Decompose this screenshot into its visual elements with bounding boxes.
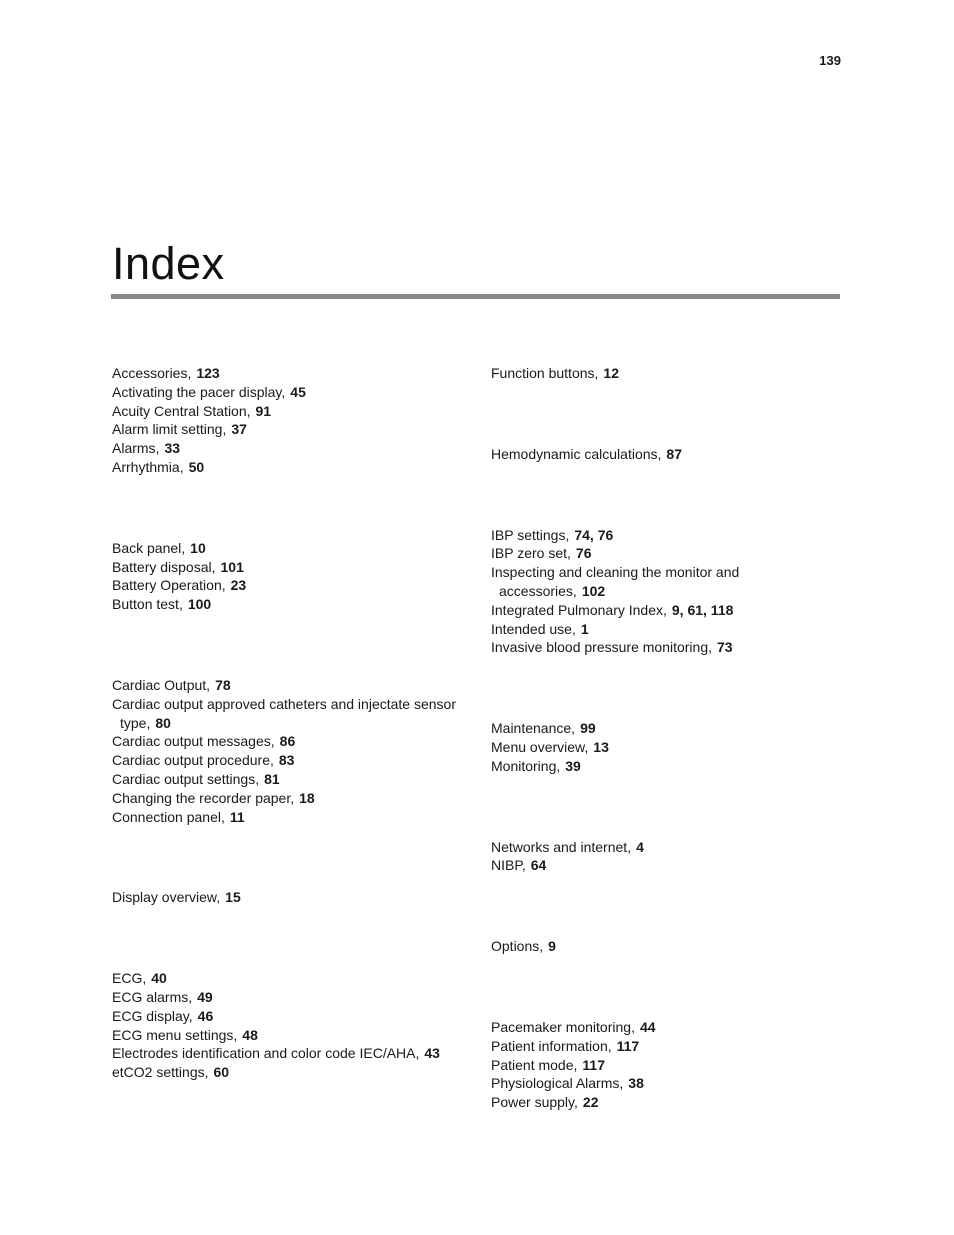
index-entry: Cardiac output approved catheters and injectate sensor type, 80 [112,695,456,731]
index-entry: etCO2 settings, 60 [112,1064,230,1081]
index-entry: Cardiac Output, 78 [112,676,231,693]
index-term: IBP settings [491,526,566,543]
index-page-ref[interactable]: 9, 61, 118 [671,601,734,618]
index-page-ref[interactable]: 91 [255,402,272,419]
index-term: Function buttons [491,365,595,381]
index-entry: Activating the pacer display, 45 [112,383,306,400]
index-term: Cardiac output procedure [112,752,270,769]
index-page-ref[interactable]: 4 [636,838,644,855]
index-entry: Invasive blood pressure monitoring, 73 [491,639,733,656]
index-term: Power supply [491,1094,575,1111]
index-entry: ECG alarms, 49 [112,988,213,1005]
index-term: Intended use [491,620,572,637]
index-page-ref[interactable]: 22 [582,1094,599,1111]
index-entry: IBP zero set, 76 [491,545,592,562]
index-term: Cardiac output settings [112,770,256,787]
index-column-right [491,364,761,1112]
index-term: ECG menu settings [112,1026,234,1043]
index-page-ref[interactable]: 15 [225,889,241,906]
index-group-p [491,1018,761,1112]
index-term: Patient information [491,1037,608,1054]
index-page-ref[interactable]: 80 [155,714,171,731]
index-entry: Electrodes identification and color code IEC/AHA, 43 [112,1045,440,1062]
index-entry: Alarm limit setting, 37 [112,421,247,438]
index-term: Battery Operation [112,577,222,594]
index-page-ref[interactable]: 43 [424,1045,440,1062]
index-term: Battery disposal [112,558,212,575]
index-page-ref[interactable]: 48 [242,1026,258,1043]
index-entry: Options, 9 [491,938,556,955]
index-term: Electrodes identification and color code IEC/AHA [112,1045,416,1062]
index-page-ref[interactable]: 102 [581,582,606,599]
index-page-ref[interactable]: 81 [264,770,280,787]
index-entry: Battery Operation, 23 [112,577,247,594]
index-term: Cardiac output approved catheters and injectate sensor type [112,695,456,731]
index-entry: Accessories, 123 [112,365,220,381]
index-page-ref[interactable]: 23 [230,577,247,594]
index-entry: Integrated Pulmonary Index, 9, 61, 118 [491,601,734,618]
index-page-ref[interactable]: 11 [229,808,245,825]
index-entry: Alarms, 33 [112,440,181,457]
index-page-ref[interactable]: 50 [188,458,205,475]
index-entry: ECG display, 46 [112,1007,214,1024]
index-group-b [112,539,477,614]
index-page-ref[interactable]: 101 [220,558,244,575]
index-page-ref[interactable]: 45 [290,383,306,400]
index-term: Accessories [112,365,188,381]
index-group-o [491,937,761,956]
index-entry: Power supply, 22 [491,1094,599,1111]
index-term: Integrated Pulmonary Index [491,601,663,618]
index-column-left [112,364,477,1082]
index-page-ref[interactable]: 100 [187,596,212,613]
index-group-d [112,888,477,907]
index-term: etCO2 settings [112,1064,205,1081]
index-term: IBP zero set [491,545,568,562]
index-entry: IBP settings, 74, 76 [491,526,614,543]
index-page-ref[interactable]: 10 [190,539,206,556]
index-term: Monitoring [491,757,557,774]
index-group-h [491,445,761,464]
index-term: Display overview [112,889,217,906]
index-term: Cardiac Output [112,676,207,693]
index-entry: Function buttons, 12 [491,365,619,381]
index-term: Patient mode [491,1056,574,1073]
index-entry: Cardiac output messages, 86 [112,733,296,750]
index-entry: Maintenance, 99 [491,720,596,737]
index-page-ref[interactable]: 76 [575,545,592,562]
index-page-ref[interactable]: 39 [565,757,581,774]
index-term: Invasive blood pressure monitoring [491,639,709,656]
index-entry: Patient information, 117 [491,1037,640,1054]
index-page-ref[interactable]: 46 [197,1007,214,1024]
index-entry: Patient mode, 117 [491,1056,605,1073]
index-group-a [112,364,477,477]
index-page-ref[interactable]: 49 [197,988,213,1005]
index-entry: Pacemaker monitoring, 44 [491,1018,656,1035]
index-term: Maintenance [491,720,572,737]
index-page-ref[interactable]: 123 [196,365,220,381]
index-term: Button test [112,596,179,613]
index-term: ECG [112,970,143,987]
index-page-ref[interactable]: 117 [616,1037,640,1054]
index-term: Alarm limit setting [112,421,223,438]
index-entry: Inspecting and cleaning the monitor and accessories, 102 [491,564,740,599]
index-page-ref[interactable]: 86 [279,733,296,750]
index-term: Menu overview [491,738,585,755]
index-page-ref[interactable]: 12 [603,365,619,381]
page-number: 139 [819,53,841,68]
index-term: Acuity Central Station [112,402,247,419]
index-page-ref[interactable]: 44 [639,1018,656,1035]
index-entry: Arrhythmia, 50 [112,458,205,475]
index-page-ref[interactable]: 37 [231,421,247,438]
index-entry: Changing the recorder paper, 18 [112,789,315,806]
index-page-ref[interactable]: 18 [299,789,315,806]
index-entry: Menu overview, 13 [491,738,609,755]
index-page-ref[interactable]: 73 [717,639,733,656]
index-page-ref[interactable]: 117 [582,1056,605,1073]
index-page-ref[interactable]: 60 [213,1064,230,1081]
index-term: Inspecting and cleaning the monitor and accessories [491,564,740,599]
index-term: Hemodynamic calculations [491,445,658,462]
index-term: Connection panel [112,808,221,825]
index-page-ref[interactable]: 33 [164,440,181,457]
index-group-f [491,364,761,383]
index-page-ref[interactable]: 13 [593,738,609,755]
index-term: Arrhythmia [112,458,180,475]
index-entry: Cardiac output procedure, 83 [112,752,295,769]
index-term: ECG display [112,1007,189,1024]
index-page-ref[interactable]: 74, 76 [574,526,614,543]
page-title: Index [112,238,225,289]
title-underline [111,294,840,299]
index-term: Physiological Alarms [491,1075,620,1092]
index-term: Alarms [112,440,156,457]
index-term: ECG alarms [112,988,189,1005]
index-page-ref[interactable]: 64 [530,857,547,874]
index-page-ref[interactable]: 78 [215,676,231,693]
index-page-ref[interactable]: 1 [580,620,589,637]
index-term: Activating the pacer display [112,383,282,400]
index-entry: Display overview, 15 [112,889,241,906]
index-page-ref[interactable]: 83 [278,752,295,769]
index-term: Pacemaker monitoring [491,1018,632,1035]
index-term: Changing the recorder paper [112,789,291,806]
index-term: Networks and internet [491,838,628,855]
index-term: Back panel [112,539,182,556]
index-term: Cardiac output messages [112,733,271,750]
index-entry: Connection panel, 11 [112,808,245,825]
index-entry: ECG, 40 [112,970,167,987]
index-entry: Acuity Central Station, 91 [112,402,272,419]
index-entry: Physiological Alarms, 38 [491,1075,644,1092]
index-page-ref[interactable]: 40 [151,970,167,987]
index-entry: Hemodynamic calculations, 87 [491,445,682,462]
index-term: Options [491,938,540,955]
index-entry: Back panel, 10 [112,539,206,556]
index-page-ref[interactable]: 9 [548,938,556,955]
index-group-c [112,676,477,826]
index-entry: Monitoring, 39 [491,757,581,774]
index-entry: Networks and internet, 4 [491,838,644,855]
index-entry: ECG menu settings, 48 [112,1026,258,1043]
index-entry: Intended use, 1 [491,620,589,637]
index-term: NIBP [491,857,522,874]
index-entry: Cardiac output settings, 81 [112,770,280,787]
index-entry: Button test, 100 [112,596,212,613]
index-page-ref[interactable]: 38 [628,1075,644,1092]
index-group-i [491,526,761,658]
index-entry: NIBP, 64 [491,857,547,874]
index-page-ref[interactable]: 99 [580,720,596,737]
index-group-m [491,719,761,775]
index-entry: Battery disposal, 101 [112,558,244,575]
index-page-ref[interactable]: 87 [666,445,682,462]
index-group-e [112,969,477,1082]
index-group-n [491,838,761,876]
